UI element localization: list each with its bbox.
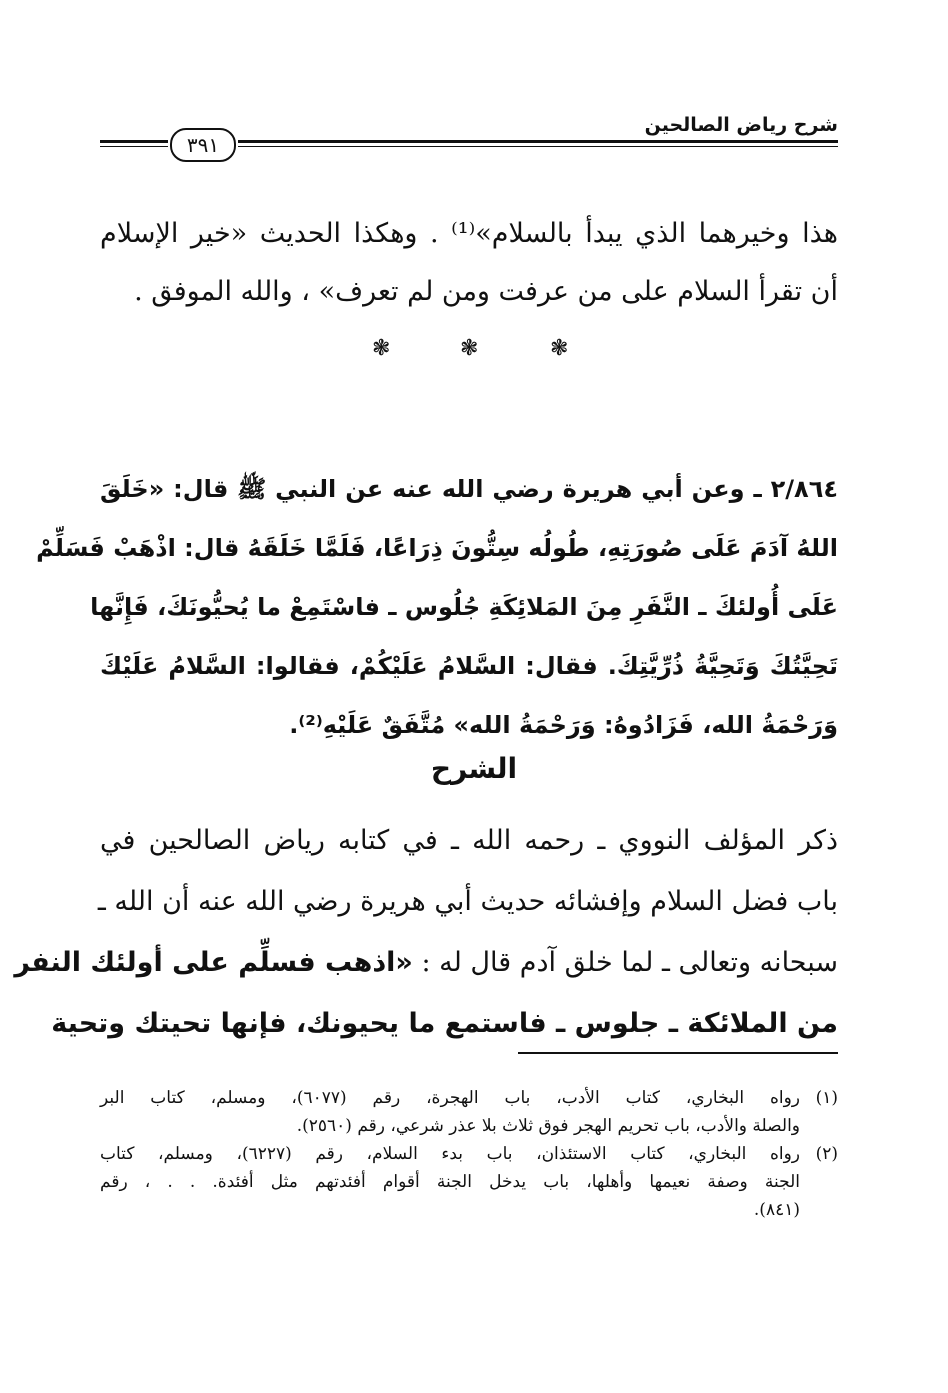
- hadith-line: عَلَى أُولئكَ ـ النَّفَرِ مِنَ المَلائِكَةِ جُلُوس ـ فاسْتَمِعْ ما يُحيُّونَكَ، فَإِنَّها: [90, 593, 838, 621]
- intro-line: أن تقرأ السلام على من عرفت ومن لم تعرف» ، والله الموفق .: [134, 276, 838, 307]
- commentary-paragraph: [14, 810, 838, 1054]
- page-header: [100, 110, 838, 158]
- star-ornament-icon: ❃: [372, 336, 391, 361]
- footnote-line: رواه البخاري، كتاب الأدب، باب الهجرة، رقم (٦٠٧٧)، ومسلم، كتاب البر: [100, 1088, 801, 1108]
- footnote-line: رواه البخاري، كتاب الاستئذان، باب بدء السلام، رقم (٦٢٢٧)، ومسلم، كتاب: [100, 1144, 800, 1164]
- footnote-line: (٨٤١).: [753, 1200, 800, 1220]
- commentary-text: سبحانه وتعالى ـ لما خلق آدم قال له :: [412, 947, 838, 978]
- intro-paragraph: [100, 205, 838, 321]
- section-heading: الشرح: [430, 752, 518, 785]
- hadith-line: ٢/٨٦٤ ـ وعن أبي هريرة رضي الله عنه عن النبي ﷺ قال: «خَلَقَ: [100, 475, 838, 503]
- footnote-number: (٢): [815, 1144, 838, 1164]
- commentary-line: [14, 932, 838, 993]
- section-separator: [0, 336, 948, 366]
- footnote-line: والصلة والأدب، باب تحريم الهجر فوق ثلاث بلا عذر شرعي، رقم (٢٥٦٠).: [296, 1116, 800, 1136]
- hadith-line: اللهُ آدَمَ عَلَى صُورَتِهِ، طُولُه سِتُّونَ ذِرَاعًا، فَلَمَّا خَلَقَهُ قال: اذْهَبْ فَسَلِّمْ: [36, 534, 838, 562]
- footnote-item: [100, 1140, 838, 1224]
- intro-line: هذا وخيرهما الذي يبدأ بالسلام»⁽¹⁾ . وهكذا الحديث «خير الإسلام: [100, 218, 838, 249]
- commentary-line: ذكر المؤلف النووي ـ رحمه الله ـ في كتابه رياض الصالحين في: [100, 825, 838, 856]
- commentary-quote-line: من الملائكة ـ جلوس ـ فاستمع ما يحيونك، فإنها تحيتك وتحية: [51, 1008, 838, 1039]
- footnotes: [100, 1084, 838, 1224]
- footnote-number: (١): [815, 1088, 838, 1108]
- commentary-quote: «اذهب فسلِّم على أولئك النفر: [14, 947, 413, 978]
- commentary-line: باب فضل السلام وإفشائه حديث أبي هريرة رضي الله عنه أن الله ـ: [97, 886, 838, 917]
- header-rule-right: [238, 140, 838, 149]
- hadith-line: وَرَحْمَةُ الله، فَزَادُوهُ: وَرَحْمَةُ الله» مُتَّفَقٌ عَلَيْهِ⁽²⁾.: [289, 711, 838, 739]
- page-number: ٣٩١: [170, 128, 236, 162]
- footnote-line: الجنة وصفة نعيمها وأهلها، باب يدخل الجنة أقوام أفئدتهم مثل أفئدة. . . ، رقم: [100, 1172, 800, 1192]
- footnote-item: [100, 1084, 838, 1140]
- hadith-text: [36, 460, 838, 755]
- hadith-line: تَحِيَّتُكَ وَتَحِيَّةُ ذُرِّيَّتِكَ. فقال: السَّلامُ عَلَيْكُمْ، فقالوا: السَّلامُ عَلَيْكَ: [100, 652, 838, 680]
- star-ornament-icon: ❃: [460, 336, 479, 361]
- header-rule-left: [100, 140, 168, 149]
- star-ornament-icon: ❃: [550, 336, 569, 361]
- footnote-divider: [518, 1052, 838, 1054]
- book-title: شرح رياض الصالحين: [644, 114, 838, 136]
